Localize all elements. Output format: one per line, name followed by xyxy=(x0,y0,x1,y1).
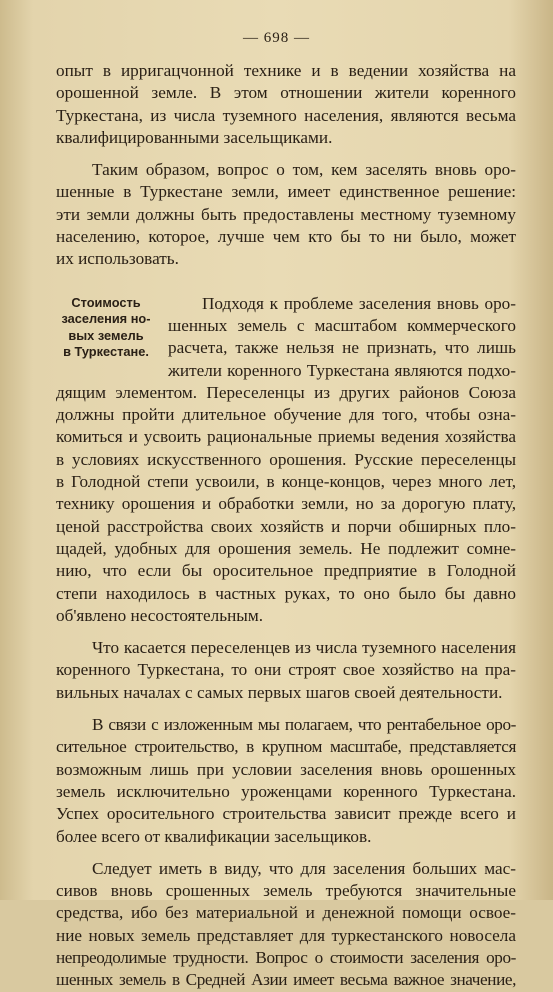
text-line: комиться и усвоить рациональные приемы ведения хозяйства xyxy=(56,427,516,447)
page-number: — 698 — xyxy=(243,30,310,46)
text-line: коренного Туркестана, то они строят свое хозяйство на пра- xyxy=(56,660,516,680)
text-line: шенные в Туркестане земли, имеет единственное решение: xyxy=(56,182,516,202)
body-text xyxy=(56,60,516,992)
text-line: квалифицированными засельщиками. xyxy=(56,127,333,147)
margin-note-line: Стоимость xyxy=(71,294,141,310)
text-line: шенных земель в Средней Азии имеет весьма важное значение, xyxy=(56,970,516,990)
text-line: Туркестана, из числа туземного населения, являются весьма xyxy=(56,105,516,125)
margin-note-line: заселения но- xyxy=(61,311,151,327)
paragraph-6 xyxy=(56,858,516,992)
text-line: более всего от квалификации засельщиков. xyxy=(56,826,372,846)
margin-note-line: в Туркестане. xyxy=(63,344,149,360)
text-line: Подходя к проблеме заселения вновь оро- xyxy=(202,293,516,313)
text-line: ценой расстройства своих хозяйств и порчи обширных пло- xyxy=(56,516,516,536)
text-line: дящим элементом. Переселенцы из других районов Союза xyxy=(56,382,516,402)
text-line: средства, ибо без материальной и денежной помощи освое- xyxy=(56,903,516,923)
text-line: эти земли должны быть предоставлены местному туземному xyxy=(56,204,516,224)
margin-note xyxy=(56,295,156,361)
text-line: Следует иметь в виду, что для заселения больших мас- xyxy=(92,858,516,878)
text-line: опыт в ирригацчонной технике и в ведении хозяйства на xyxy=(56,61,516,80)
text-line: непреодолимые трудности. Вопрос о стоимости заселения оро- xyxy=(56,947,516,967)
text-line: населению, которое, лучше чем кто бы то ни было, может xyxy=(56,227,516,247)
paragraph-2 xyxy=(56,159,516,270)
text-line: технику орошения и обработки земли, но за дорогую плату, xyxy=(56,494,516,514)
text-line: сительное строительство, в крупном масштабе, представляется xyxy=(56,737,516,757)
paragraph-5 xyxy=(56,714,516,848)
text-line: земель исключительно уроженцами коренного Туркестана. xyxy=(56,781,516,801)
text-line: Что касается переселенцев из числа туземного населения xyxy=(92,638,516,658)
text-line: ние новых земель представляет для туркестанского новосела xyxy=(56,925,516,945)
paragraph-1 xyxy=(56,60,516,149)
text-line: шенных земель с масштабом коммерческого xyxy=(168,315,516,335)
text-line: расчета, также нельзя не признать, что лишь xyxy=(168,338,516,358)
text-line: должны пройти длительное обучение для того, чтобы озна- xyxy=(56,405,516,425)
paragraph-4 xyxy=(56,637,516,704)
text-line: возможным лишь при условии заселения вновь орошенных xyxy=(56,759,516,779)
margin-note-line: вых земель xyxy=(68,327,144,343)
text-line: сивов вновь срошенных земель требуются значительные xyxy=(56,881,516,901)
text-line: Успех оросительного строительства зависит прежде всего и xyxy=(56,804,516,824)
text-line: Таким образом, вопрос о том, кем заселять вновь оро- xyxy=(92,160,516,180)
text-line: щадей, удобных для орошения земель. Не подлежит сомне- xyxy=(56,538,516,558)
paragraph-3 xyxy=(56,293,516,627)
text-line: вильных началах с самых первых шагов своей деятельности. xyxy=(56,682,503,702)
text-line: нию, что если бы оросительное предприятие в Голодной xyxy=(56,561,516,581)
text-line: в Голодной степи усвоили, в конце-концов, через много лет, xyxy=(56,472,516,492)
text-line: жители коренного Туркестана являются подхо- xyxy=(168,360,516,380)
text-line: об'явлено несостоятельным. xyxy=(56,605,263,625)
text-line: орошенной земле. В этом отношении жители коренного xyxy=(56,83,516,103)
text-line: их использовать. xyxy=(56,249,179,269)
text-line: в условиях искусственного орошения. Русские переселенцы xyxy=(56,449,516,469)
text-line: В связи с изложенным мы полагаем, что рентабельное оро- xyxy=(92,715,516,735)
text-line: степи находилось в частных руках, то оно было бы давно xyxy=(56,583,516,603)
